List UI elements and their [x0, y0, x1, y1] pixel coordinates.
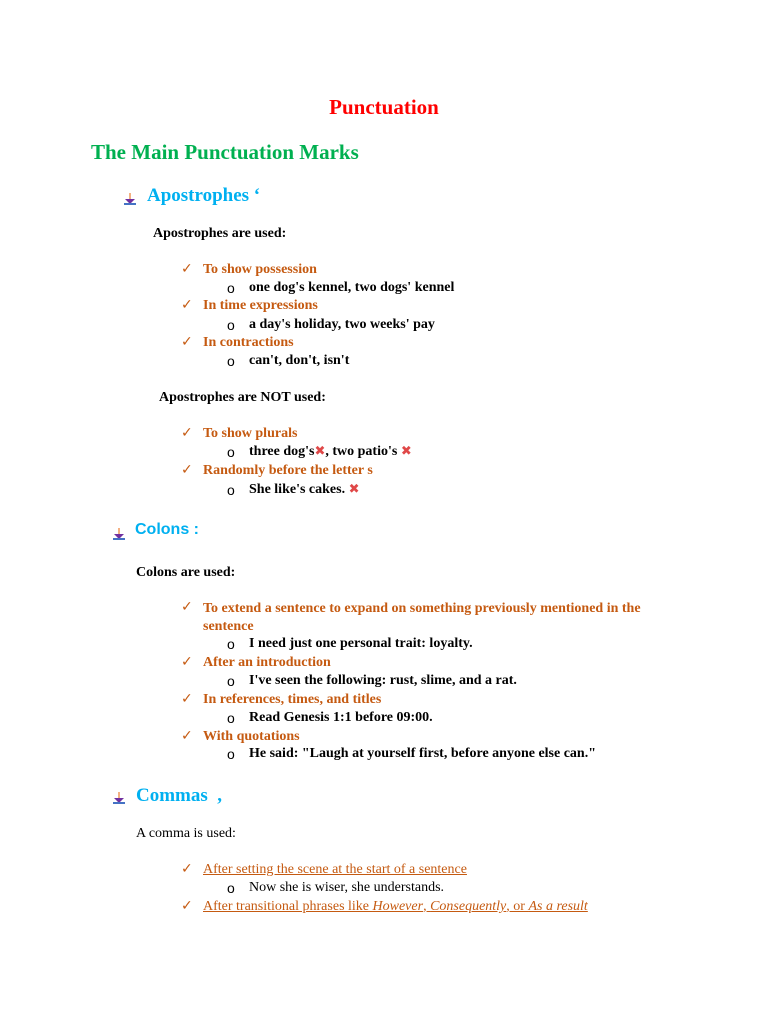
- example-references: Read Genesis 1:1 before 09:00.: [249, 710, 433, 725]
- criterion-contractions: In contractions: [203, 335, 294, 350]
- checkmark-icon: ✓: [181, 728, 193, 744]
- commas-used-label: A comma is used:: [136, 826, 236, 841]
- circle-bullet-icon: o: [227, 353, 235, 369]
- circle-bullet-icon: o: [227, 880, 235, 896]
- checkmark-icon: ✓: [181, 599, 193, 615]
- criterion-plurals: To show plurals: [203, 426, 298, 441]
- criterion-references: In references, times, and titles: [203, 692, 382, 707]
- example-time: a day's holiday, two weeks' pay: [249, 317, 435, 332]
- section-title-apostrophes: Apostrophes ‘: [147, 185, 261, 206]
- circle-bullet-icon: o: [227, 482, 235, 498]
- circle-bullet-icon: o: [227, 710, 235, 726]
- circle-bullet-icon: o: [227, 746, 235, 762]
- checkmark-icon: ✓: [181, 334, 193, 350]
- colons-used-label: Colons are used:: [136, 565, 236, 580]
- colored-arrow-bullet-icon: [113, 528, 125, 540]
- example-extend: I need just one personal trait: loyalty.: [249, 636, 473, 651]
- example-random-s: [249, 482, 359, 498]
- term-however: However: [372, 899, 424, 914]
- criterion-possession: To show possession: [203, 262, 317, 277]
- separator: ,: [423, 899, 431, 914]
- red-x-icon: ✖: [400, 444, 412, 459]
- main-heading: The Main Punctuation Marks: [91, 140, 359, 164]
- separator: , or: [506, 899, 529, 914]
- checkmark-icon: ✓: [181, 261, 193, 277]
- criterion-introduction: After an introduction: [203, 655, 331, 670]
- checkmark-icon: ✓: [181, 425, 193, 441]
- example-plurals-part2: , two patio's: [325, 444, 398, 459]
- circle-bullet-icon: o: [227, 317, 235, 333]
- example-possession: one dog's kennel, two dogs' kennel: [249, 280, 455, 295]
- circle-bullet-icon: o: [227, 444, 235, 460]
- checkmark-icon: ✓: [181, 861, 193, 877]
- red-x-icon: ✖: [314, 444, 326, 459]
- circle-bullet-icon: o: [227, 280, 235, 296]
- example-plurals: [249, 444, 412, 460]
- example-plurals-part1: three dog's: [249, 444, 315, 459]
- example-introduction: I've seen the following: rust, slime, and a rat.: [249, 673, 517, 688]
- term-consequently: Consequently: [430, 899, 507, 914]
- apostrophes-not-used-label: Apostrophes are NOT used:: [159, 390, 326, 405]
- example-contractions: can't, don't, isn't: [249, 353, 350, 368]
- red-x-icon: ✖: [348, 482, 360, 497]
- checkmark-icon: ✓: [181, 462, 193, 478]
- section-title-colons: Colons :: [135, 521, 199, 538]
- checkmark-icon: ✓: [181, 898, 193, 914]
- term-as-a-result: As a result: [528, 899, 588, 914]
- example-scene: Now she is wiser, she understands.: [249, 880, 445, 895]
- checkmark-icon: ✓: [181, 654, 193, 670]
- example-random-s-text: She like's cakes.: [249, 482, 346, 497]
- page-title: Punctuation: [329, 95, 439, 119]
- apostrophes-used-label: Apostrophes are used:: [153, 226, 287, 241]
- criterion-extend: To extend a sentence to expand on something previously mentioned in the sentence: [203, 601, 641, 634]
- section-title-commas: Commas ,: [136, 785, 223, 806]
- circle-bullet-icon: o: [227, 673, 235, 689]
- criterion-random-s: Randomly before the letter s: [203, 463, 373, 478]
- colored-arrow-bullet-icon: [124, 193, 136, 205]
- example-quotations: He said: "Laugh at yourself first, before anyone else can.": [249, 746, 596, 761]
- criterion-time: In time expressions: [203, 298, 318, 313]
- criterion-quotations: With quotations: [203, 729, 300, 744]
- checkmark-icon: ✓: [181, 691, 193, 707]
- checkmark-icon: ✓: [181, 297, 193, 313]
- criterion-scene: After setting the scene at the start of a sentence: [203, 862, 467, 877]
- criterion-transitional: [203, 899, 588, 915]
- criterion-transitional-prefix: After transitional phrases like: [203, 899, 373, 914]
- circle-bullet-icon: o: [227, 636, 235, 652]
- colored-arrow-bullet-icon: [113, 792, 125, 804]
